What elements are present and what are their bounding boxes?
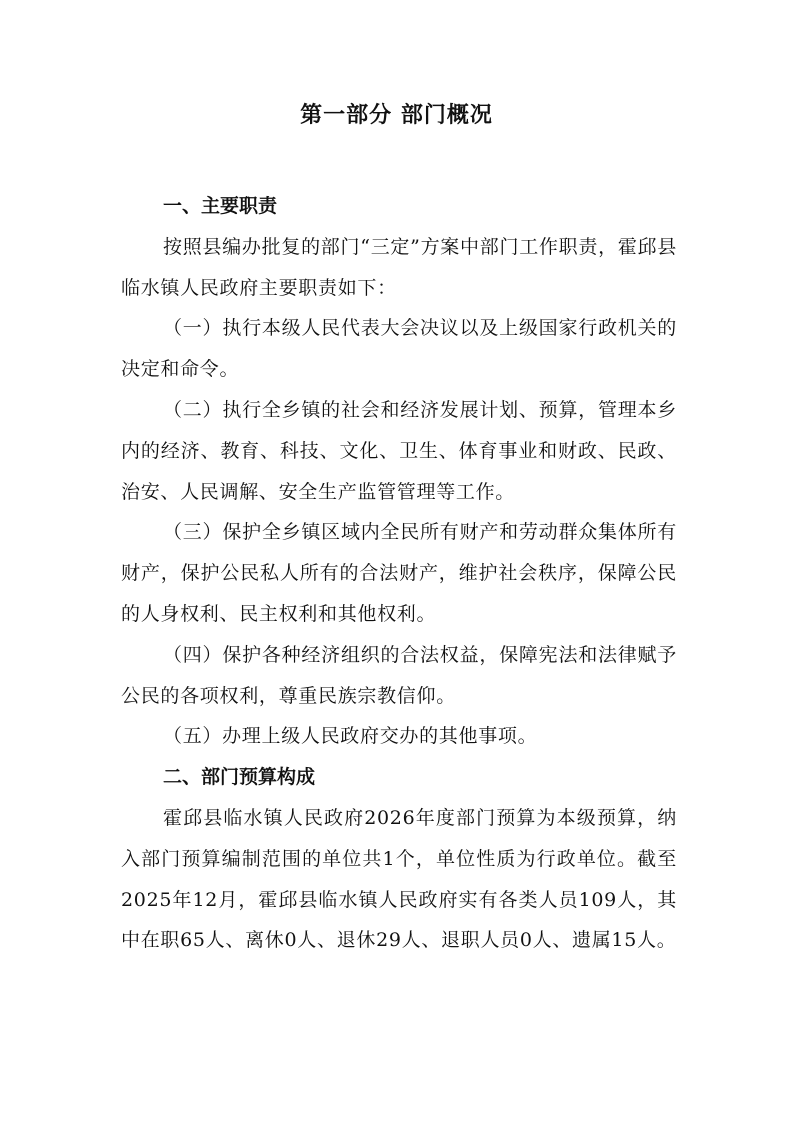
duty-item-3: （三）保护全乡镇区域内全民所有财产和劳动群众集体所有财产，保护公民私人所有的合法财产，维护社会秩序，保障公民的人身权利、民主权利和其他权利。: [121, 521, 677, 625]
duty-item-5: （五）办理上级人民政府交办的其他事项。: [163, 725, 538, 748]
duty-item-2: （二）执行全乡镇的社会和经济发展计划、预算，管理本乡内的经济、教育、科技、文化、卫生、体育事业和财政、民政、治安、人民调解、安全生产监管管理等工作。: [121, 398, 677, 503]
duties-intro-paragraph: 按照县编办批复的部门“三定”方案中部门工作职责，霍邱县临水镇人民政府主要职责如下：: [121, 235, 677, 299]
budget-composition-paragraph: 霍邱县临水镇人民政府2026年度部门预算为本级预算，纳入部门预算编制范围的单位共1个，单位性质为行政单位。截至2025年12月，霍邱县临水镇人民政府实有各类人员109人，其中在职65人、离休0人、退休29人、退职人员0人、遗属15人。: [121, 806, 677, 952]
section-heading-budget-composition: 二、部门预算构成: [163, 766, 316, 789]
duty-item-4: （四）保护各种经济组织的合法权益，保障宪法和法律赋予公民的各项权利，尊重民族宗教信仰。: [121, 643, 677, 707]
duty-item-1: （一）执行本级人民代表大会决议以及上级国家行政机关的决定和命令。: [121, 317, 677, 381]
section-heading-main-duties: 一、主要职责: [163, 195, 278, 217]
document-body: [121, 186, 677, 961]
page-title: 第一部分 部门概况: [300, 103, 493, 128]
